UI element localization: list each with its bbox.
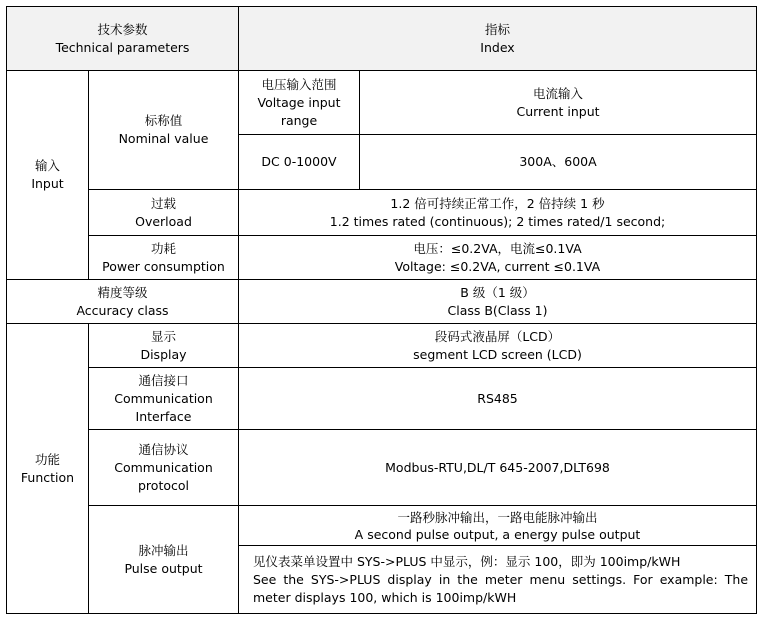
- pulse-row-1: [7, 506, 757, 546]
- nominal-label-en: Nominal value: [118, 131, 209, 146]
- overload-value: [239, 190, 757, 236]
- protocol-label-en-1: Communication: [114, 459, 213, 475]
- pulse-value-1-en: A second pulse output, a energy pulse output: [354, 526, 641, 542]
- voltage-input-head: [239, 71, 360, 135]
- nominal-label-zh: 标称值: [144, 113, 183, 128]
- interface-label: [89, 368, 239, 430]
- accuracy-label-en: Accuracy class: [76, 302, 169, 318]
- overload-label-en: Overload: [135, 213, 192, 229]
- accuracy-value-zh: B 级（1 级）: [460, 284, 535, 300]
- function-label-en: Function: [20, 469, 75, 485]
- accuracy-value-en: Class B(Class 1): [447, 302, 548, 318]
- voltage-input-head-en-2: range: [280, 112, 318, 128]
- power-label-zh: 功耗: [150, 240, 176, 256]
- voltage-input-head-zh: 电压输入范围: [261, 76, 337, 92]
- interface-label-zh: 通信接口: [138, 372, 189, 388]
- function-label-zh: 功能: [34, 451, 60, 467]
- display-label-zh: 显示: [150, 328, 176, 344]
- accuracy-row: [7, 280, 757, 324]
- voltage-input-head-en-1: Voltage input: [257, 94, 341, 110]
- nominal-label: [89, 71, 239, 190]
- pulse-value-2-zh: 见仪表菜单设置中 SYS->PLUS 中显示，例：显示 100，即为 100imp/kWH: [253, 553, 681, 569]
- pulse-label-en: Pulse output: [124, 560, 203, 576]
- power-value-en: Voltage: ≤0.2VA, current ≤0.1VA: [394, 258, 601, 274]
- protocol-label-en-2: protocol: [138, 477, 189, 493]
- pulse-value-2: [239, 546, 757, 614]
- input-label-zh: 输入: [34, 158, 60, 173]
- display-label-en: Display: [140, 346, 187, 362]
- overload-label-zh: 过载: [150, 195, 176, 211]
- pulse-value-1-zh: 一路秒脉冲输出，一路电能脉冲输出: [397, 509, 598, 525]
- input-label: [7, 71, 89, 280]
- overload-label: [89, 190, 239, 236]
- header-row: [7, 7, 757, 71]
- power-row: [7, 236, 757, 280]
- pulse-value-2-en: See the SYS->PLUS display in the meter menu settings. For example: The meter displays 100, which is 100imp/kWH: [253, 571, 749, 605]
- protocol-label: [89, 430, 239, 506]
- protocol-value: Modbus-RTU,DL/T 645-2007,DLT698: [239, 430, 757, 506]
- header-parameters: [7, 7, 239, 71]
- interface-label-en-2: Interface: [135, 408, 192, 424]
- interface-row: [7, 368, 757, 430]
- accuracy-value: [239, 280, 757, 324]
- protocol-row: [7, 430, 757, 506]
- power-label-en: Power consumption: [102, 258, 225, 274]
- accuracy-label: [7, 280, 239, 324]
- header-index-en: Index: [480, 39, 515, 55]
- current-input-head-en: Current input: [516, 103, 600, 119]
- pulse-label-zh: 脉冲输出: [138, 542, 189, 558]
- overload-value-zh: 1.2 倍可持续正常工作，2 倍持续 1 秒: [390, 195, 605, 211]
- pulse-value-1: [239, 506, 757, 546]
- display-row: [7, 324, 757, 368]
- pulse-label: [89, 506, 239, 614]
- header-index-zh: 指标: [485, 21, 511, 37]
- voltage-input-value: DC 0-1000V: [239, 135, 360, 190]
- header-parameters-en: Technical parameters: [55, 39, 190, 55]
- display-value: [239, 324, 757, 368]
- interface-label-en-1: Communication: [114, 390, 213, 406]
- overload-row: [7, 190, 757, 236]
- overload-value-en: 1.2 times rated (continuous); 2 times rated/1 second;: [329, 213, 666, 229]
- spec-table: [6, 6, 757, 614]
- display-value-en: segment LCD screen (LCD): [413, 346, 582, 362]
- display-value-zh: 段码式液晶屏（LCD）: [434, 328, 561, 344]
- power-value-zh: 电压：≤0.2VA，电流≤0.1VA: [413, 240, 582, 256]
- protocol-label-zh: 通信协议: [138, 441, 189, 457]
- current-input-value: 300A、600A: [360, 135, 757, 190]
- current-input-head-zh: 电流输入: [533, 85, 584, 101]
- function-label: [7, 324, 89, 614]
- header-index: [239, 7, 757, 71]
- accuracy-label-zh: 精度等级: [97, 284, 148, 300]
- input-label-en: Input: [31, 176, 64, 191]
- interface-value: RS485: [239, 368, 757, 430]
- power-label: [89, 236, 239, 280]
- display-label: [89, 324, 239, 368]
- current-input-head: [360, 71, 757, 135]
- power-value: [239, 236, 757, 280]
- nominal-head-row: [7, 71, 757, 135]
- header-parameters-zh: 技术参数: [97, 21, 148, 37]
